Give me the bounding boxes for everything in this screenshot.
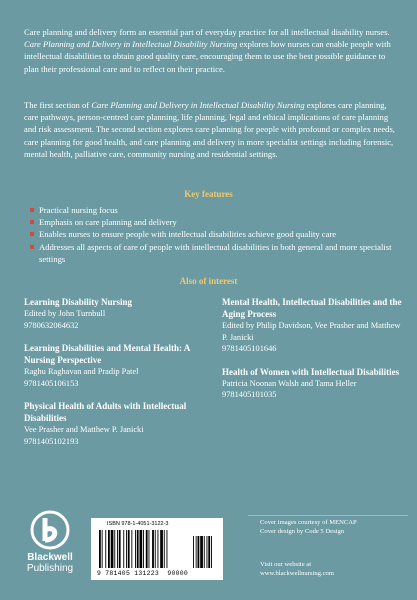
related-book — [24, 342, 204, 389]
book-title: Physical Health of Adults with Intellectual Disabilities — [24, 401, 187, 424]
book-author: Patricia Noonan Walsh and Tama Heller — [222, 378, 357, 388]
intro-paragraph-1: Care planning and delivery form an essential part of everyday practice for all intellectual disability nurses. Care Planning and Delivery in Intellectual Disability Nursing explores how nurses can enable people with intellectual disabilities to obtain good quality care, encouraging them to use the best possible guidance to plan their professional care and to reflect on their practice. — [24, 27, 391, 74]
book-isbn: 9781405106153 — [24, 378, 79, 388]
book-author: Raghu Raghavan and Pradip Patel — [24, 367, 139, 377]
publisher-subname: Publishing — [26, 563, 74, 574]
barcode — [91, 518, 223, 580]
related-books-left — [24, 296, 204, 459]
book-title: Learning Disabilities and Mental Health: A Nursing Perspective — [24, 343, 190, 366]
book-title: Health of Women with Intellectual Disabilities — [222, 366, 400, 377]
divider — [248, 515, 408, 516]
book-isbn: 9781405101646 — [222, 344, 277, 354]
book-author: Edited by John Turnbull — [24, 309, 106, 318]
list-item: Emphasis on care planning and delivery — [30, 216, 400, 228]
book-isbn: 9780632064632 — [24, 320, 79, 330]
related-book — [24, 296, 204, 331]
related-book — [222, 366, 402, 401]
website-url: www.blackwellnursing.com — [260, 570, 334, 577]
list-item: Addresses all aspects of care of people with intellectual disabilities in both general and more specialist settings — [30, 241, 400, 265]
book-author: Edited by Philip Davidson, Vee Prasher and Matthew P. Janicki — [222, 321, 401, 342]
blackwell-publishing-logo — [26, 510, 74, 580]
book-author: Vee Prasher and Matthew P. Janicki — [24, 425, 144, 435]
barcode-digits: 9 781405 131223 90000 — [97, 570, 188, 577]
barcode-bars — [99, 530, 217, 570]
book-title-italic: Care Planning and Delivery in Intellectual Disability Nursing — [91, 100, 305, 110]
publisher-name: Blackwell — [27, 552, 73, 563]
bullet-icon — [30, 208, 34, 212]
list-item: Practical nursing focus — [30, 204, 400, 216]
related-book — [24, 400, 204, 447]
key-features-heading: Key features — [184, 189, 233, 199]
website-info: Visit our website at www.blackwellnursing.com — [260, 561, 334, 577]
also-of-interest-heading: Also of interest — [179, 276, 238, 286]
related-book — [222, 296, 402, 355]
intro-paragraph-2: The first section of Care Planning and Delivery in Intellectual Disability Nursing explores care planning, care pathways, person-centred care planning, life planning, legal and ethical implications of care planning and risk assessment. The second section explores care planning for people with profound or complex needs, care planning for good health, and care planning and delivery in more specialist settings including forensic, mental health, palliative care, community nursing and residential settings. — [24, 100, 395, 159]
isbn-label: ISBN 978-1-4051-3122-3 — [107, 521, 169, 527]
list-item: Enables nurses to ensure people with intellectual disabilities achieve good quality care — [30, 228, 400, 240]
cover-credits: Cover images courtesy of MENCAP Cover design by Code 5 Design — [260, 519, 357, 535]
key-features-list — [30, 204, 400, 265]
book-isbn: 9781405101035 — [222, 390, 277, 400]
book-title: Learning Disability Nursing — [24, 297, 133, 307]
bullet-icon — [30, 232, 34, 236]
blackwell-logo-icon — [30, 510, 70, 550]
book-title-italic: Care Planning and Delivery in Intellectual Disability Nursing — [24, 39, 238, 50]
book-isbn: 9781405102193 — [24, 436, 79, 446]
bullet-icon — [30, 220, 34, 224]
bullet-icon — [30, 245, 34, 249]
book-title: Mental Health, Intellectual Disabilities and the Aging Process — [222, 297, 402, 319]
related-books-right — [222, 296, 402, 412]
